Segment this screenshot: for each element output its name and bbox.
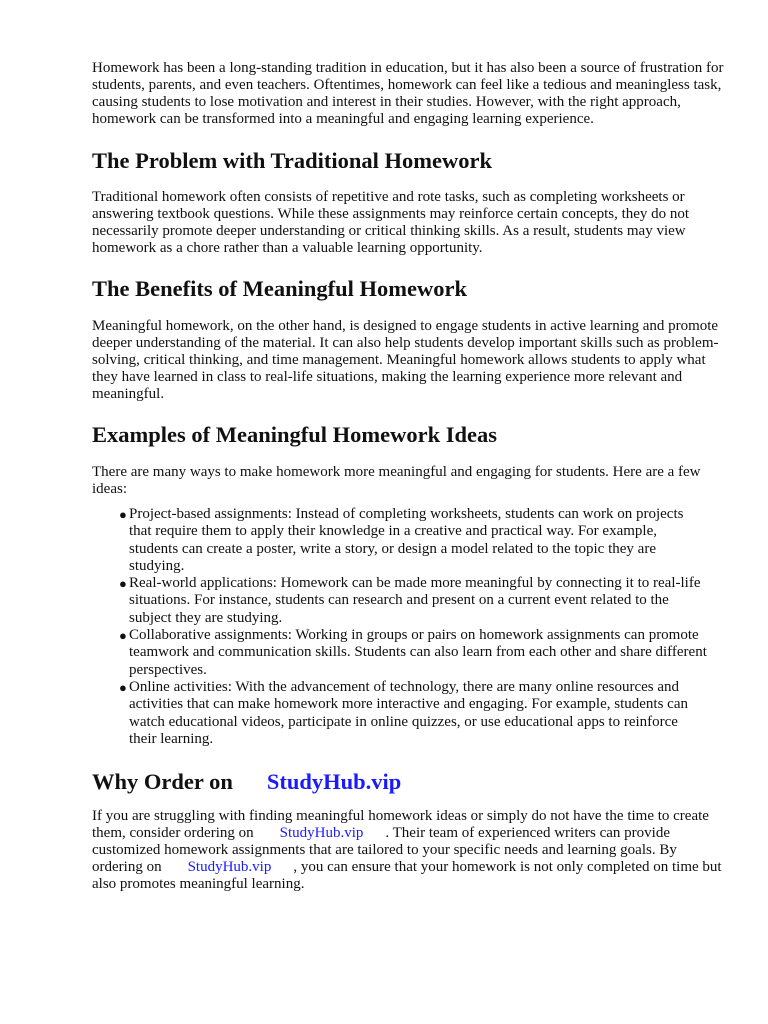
heading-why-order: [92, 769, 724, 795]
why-text-1: If you are struggling with finding meaningful homework ideas or simply do not have the time to create them, consider ordering on: [92, 808, 709, 842]
heading-benefits: The Benefits of Meaningful Homework: [92, 276, 467, 301]
list-item: [119, 575, 709, 627]
bullet-icon: ●: [119, 576, 127, 592]
heading-brand-link[interactable]: StudyHub.vip: [266, 769, 402, 795]
problem-paragraph: Traditional homework often consists of repetitive and rote tasks, such as completing worksheets or answering textbook questions. While these assignments may reinforce certain concepts, they do not necessarily promote deeper understanding or critical thinking skills. As a result, students may view homework as a chore rather than a valuable learning opportunity.: [92, 189, 690, 256]
bullet-icon: ●: [119, 628, 127, 644]
heading-problem: The Problem with Traditional Homework: [92, 148, 493, 173]
bullet-icon: ●: [119, 679, 127, 695]
intro-paragraph: Homework has been a long-standing tradition in education, but it has also been a source of frustration for students, parents, and even teachers. Oftentimes, homework can feel like a tedious and meaningless task, causing students to lose motivation and interest in their studies. However, with the right approach, homework can be transformed into a meaningful and engaging learning experience.: [92, 60, 724, 127]
list-item-text: Online activities: With the advancement of technology, there are many online resources and activities that can make homework more interactive and engaging. For example, students can watch educational videos, participate in online quizzes, or use educational apps to reinforce their learning.: [129, 678, 688, 747]
list-item-text: Collaborative assignments: Working in groups or pairs on homework assignments can promote teamwork and communication skills. Students can also learn from each other and share different perspectives.: [129, 627, 707, 678]
examples-paragraph: There are many ways to make homework more meaningful and engaging for students. Here are a few ideas:: [92, 464, 701, 497]
studyhub-link-2[interactable]: StudyHub.vip: [187, 859, 272, 876]
why-text-2: . Their team of experienced writers can provide customized homework assignments that are tailored to your specific needs and learning goals. By ordering on: [92, 825, 677, 876]
why-paragraph: [92, 808, 724, 893]
benefits-paragraph: Meaningful homework, on the other hand, is designed to engage students in active learning and promote deeper understanding of the material. It can also help students develop important skills such as problem-solving, critical thinking, and time management. Meaningful homework allows students to apply what they have learned in class to real-life situations, making the learning experience more relevant and meaningful.: [92, 318, 719, 402]
bullet-icon: ●: [119, 507, 127, 522]
list-item: [119, 627, 709, 679]
list-item-text: Project-based assignments: Instead of completing worksheets, students can work on projects that require them to apply their knowledge in a creative and practical way. For example, students can create a poster, write a story, or design a model related to the topic they are studying.: [129, 506, 684, 574]
list-item: [119, 506, 709, 575]
heading-why-prefix: Why Order on: [92, 769, 233, 795]
studyhub-link-1[interactable]: StudyHub.vip: [279, 825, 364, 842]
list-item: [119, 678, 709, 748]
list-item-text: Real-world applications: Homework can be made more meaningful by connecting it to real-life situations. For instance, students can research and present on a current event related to the subject they are studying.: [129, 575, 701, 626]
why-text-3: , you can ensure that your homework is not only completed on time but also promotes meaningful learning.: [92, 859, 722, 893]
ideas-list: [92, 506, 709, 748]
heading-examples: Examples of Meaningful Homework Ideas: [92, 422, 497, 447]
document-page: [92, 60, 724, 893]
